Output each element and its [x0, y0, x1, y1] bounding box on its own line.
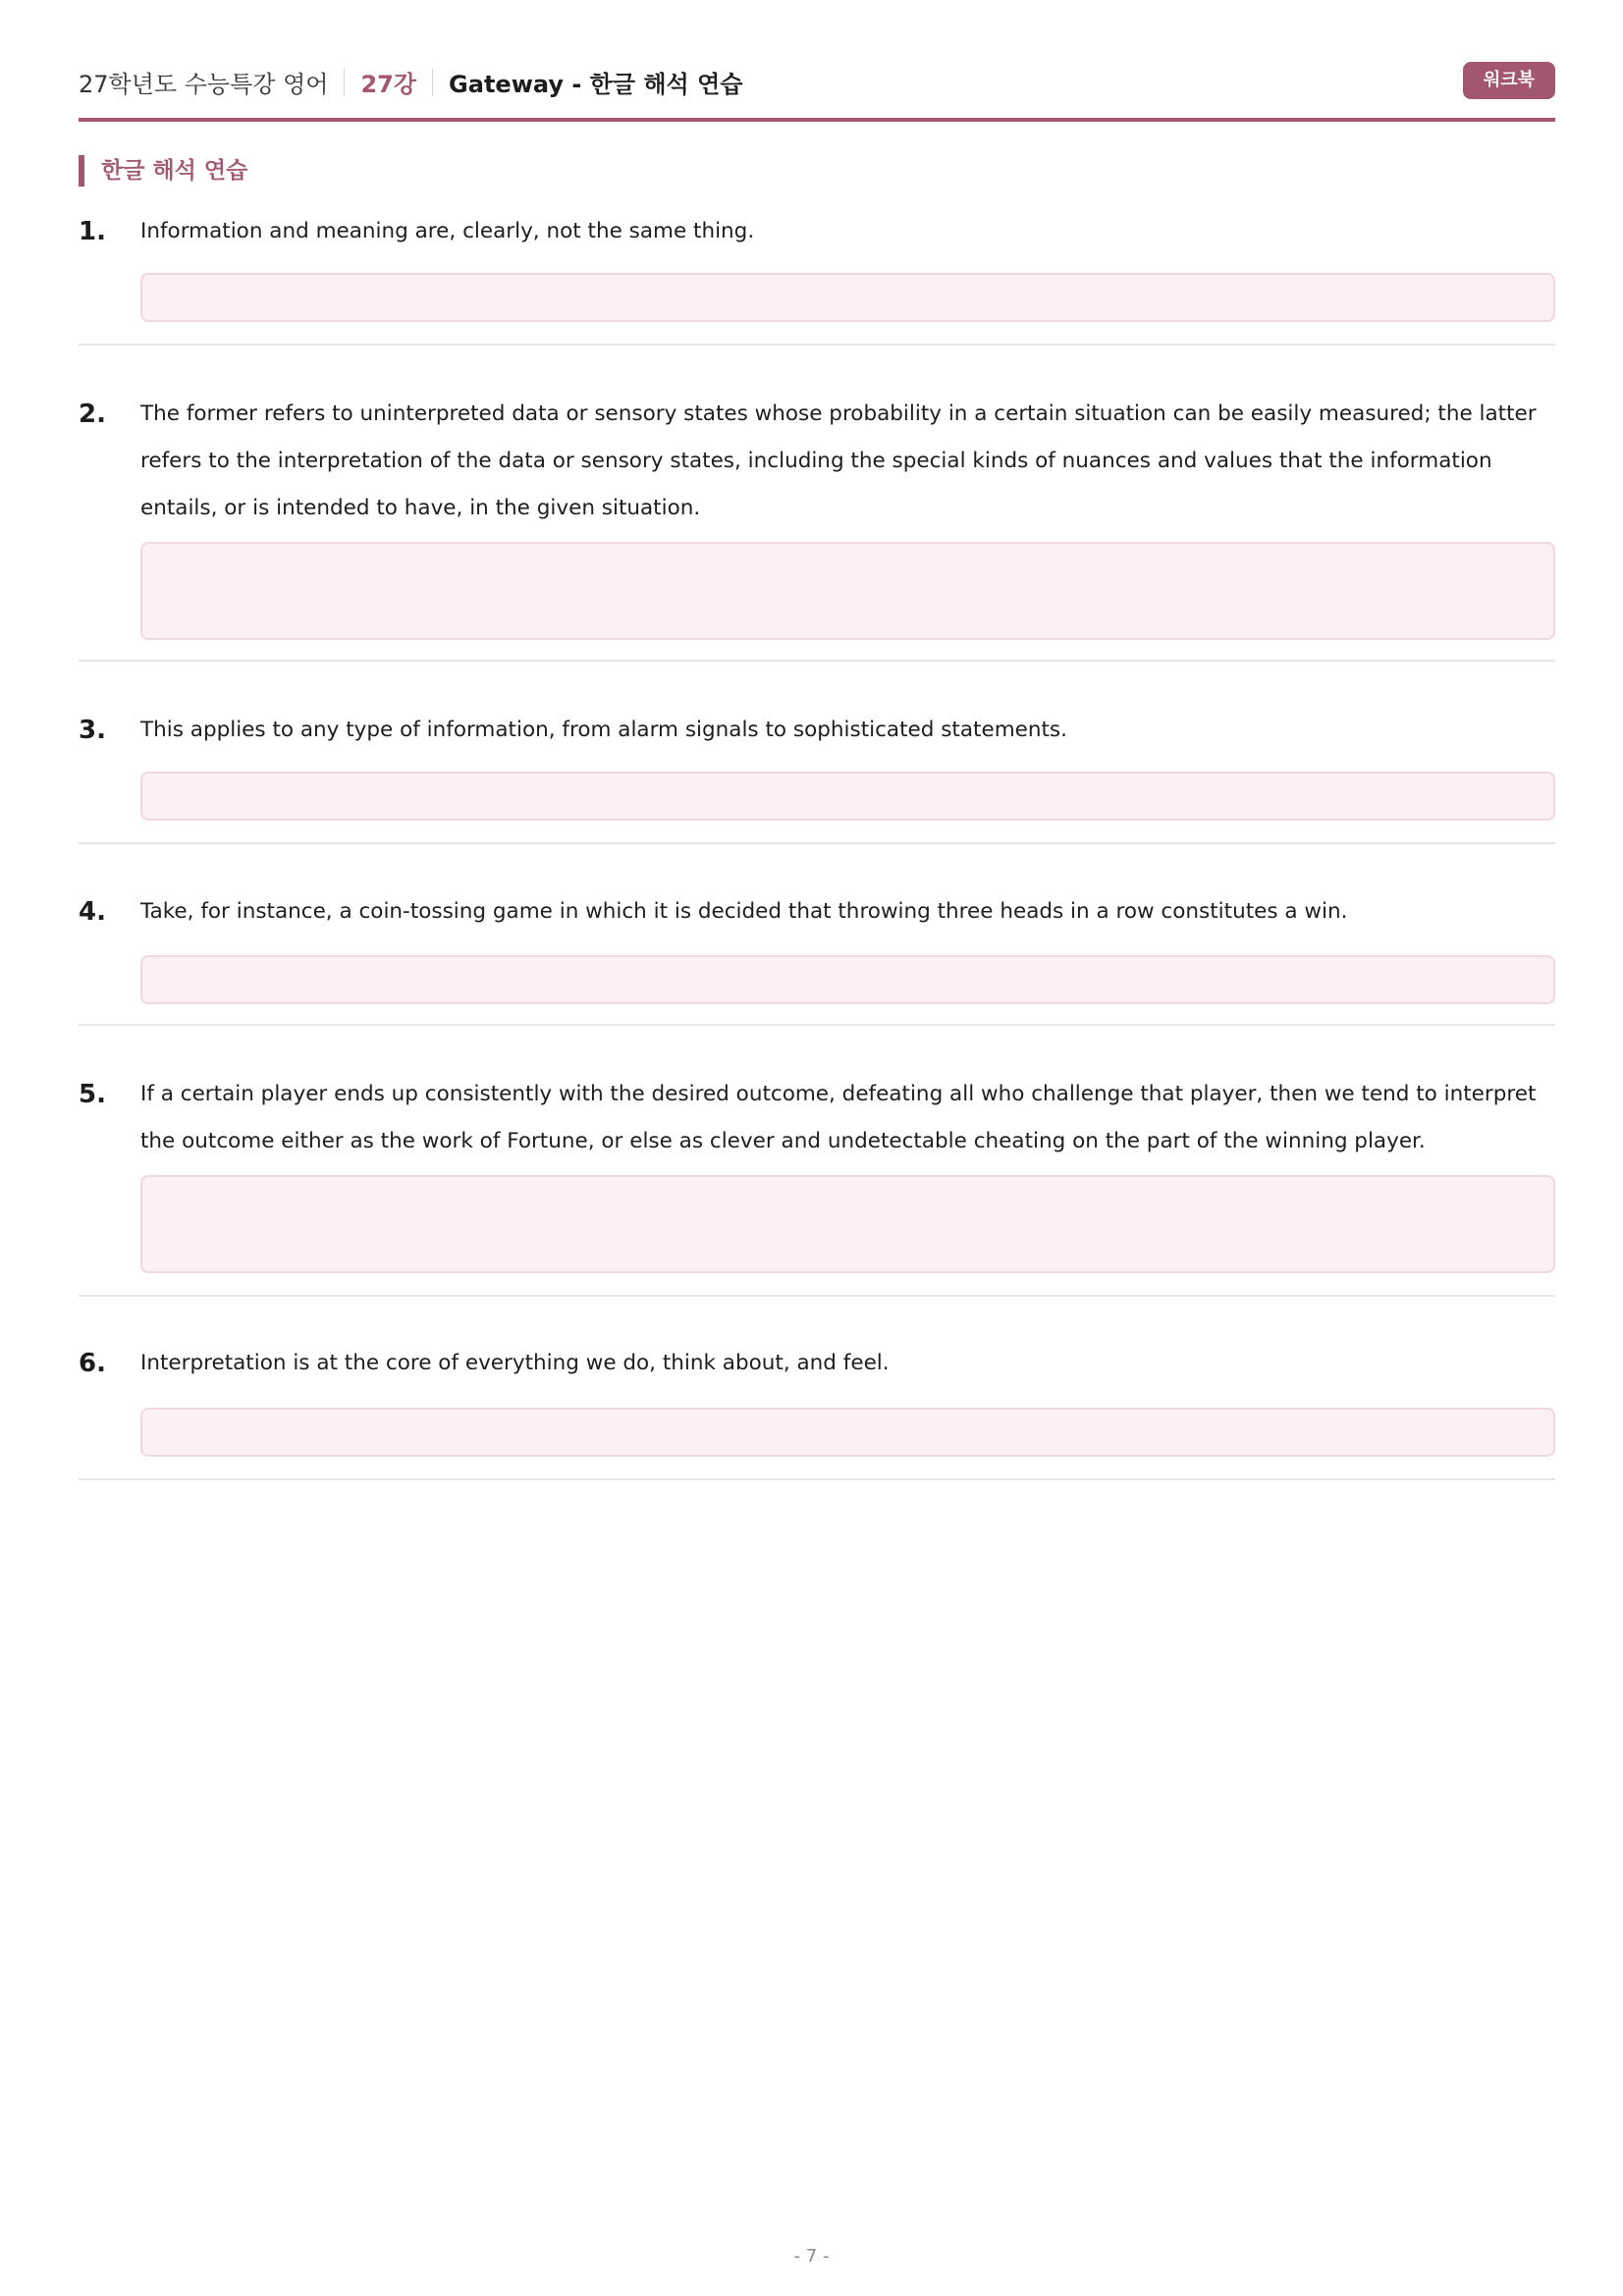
item-number: 2.: [79, 400, 106, 429]
exercise-item-4: [79, 888, 1555, 1026]
item-sentence: This applies to any type of information, from alarm signals to sophisticated statements.: [140, 718, 1067, 742]
workbook-page: [79, 0, 1555, 1378]
answer-box[interactable]: [140, 772, 1555, 821]
course-name: 27학년도 수능특강 영어: [79, 71, 329, 98]
answer-box[interactable]: [140, 542, 1555, 640]
item-sentence: The former refers to uninterpreted data or sensory states whose probability in a certain situation can be easily measured; the latter refers to the interpretation of the data or sensory states, including the special kinds of nuances and values that the information entails, or is intended to have, in the given situation.: [140, 401, 1537, 520]
answer-box[interactable]: [140, 1175, 1555, 1273]
header-divider: [432, 69, 433, 96]
answer-box[interactable]: [140, 955, 1555, 1004]
header-left: [79, 65, 742, 99]
section-title: 한글 해석 연습: [79, 155, 247, 187]
item-sentence: Interpretation is at the core of everything we do, think about, and feel.: [140, 1351, 890, 1375]
header-divider: [344, 69, 345, 96]
answer-box[interactable]: [140, 273, 1555, 322]
answer-box[interactable]: [140, 1408, 1555, 1457]
item-number: 3.: [79, 716, 106, 745]
item-sentence: If a certain player ends up consistently with the desired outcome, defeating all who challenge that player, then we tend to interpret the outcome either as the work of Fortune, or else as clever and undetectable cheating on the part of the winning player.: [140, 1082, 1537, 1153]
lesson-number: 27강: [360, 71, 417, 98]
exercise-item-1: [79, 208, 1555, 346]
page-number: - 7 -: [793, 2246, 830, 2267]
exercise-item-5: [79, 1071, 1555, 1297]
item-number: 4.: [79, 897, 106, 927]
item-sentence: Information and meaning are, clearly, not the same thing.: [140, 219, 755, 243]
exercise-item-2: [79, 391, 1555, 662]
workbook-badge: 워크북: [1463, 62, 1555, 99]
exercise-item-3: [79, 707, 1555, 844]
page-header: [79, 0, 1555, 122]
item-number: 6.: [79, 1349, 106, 1378]
item-number: 1.: [79, 217, 106, 246]
item-number: 5.: [79, 1080, 106, 1109]
item-sentence: Take, for instance, a coin-tossing game in which it is decided that throwing three heads in a row constitutes a win.: [140, 899, 1348, 924]
page-title: Gateway - 한글 해석 연습: [449, 71, 743, 98]
exercise-item-6: [79, 1340, 1555, 1480]
